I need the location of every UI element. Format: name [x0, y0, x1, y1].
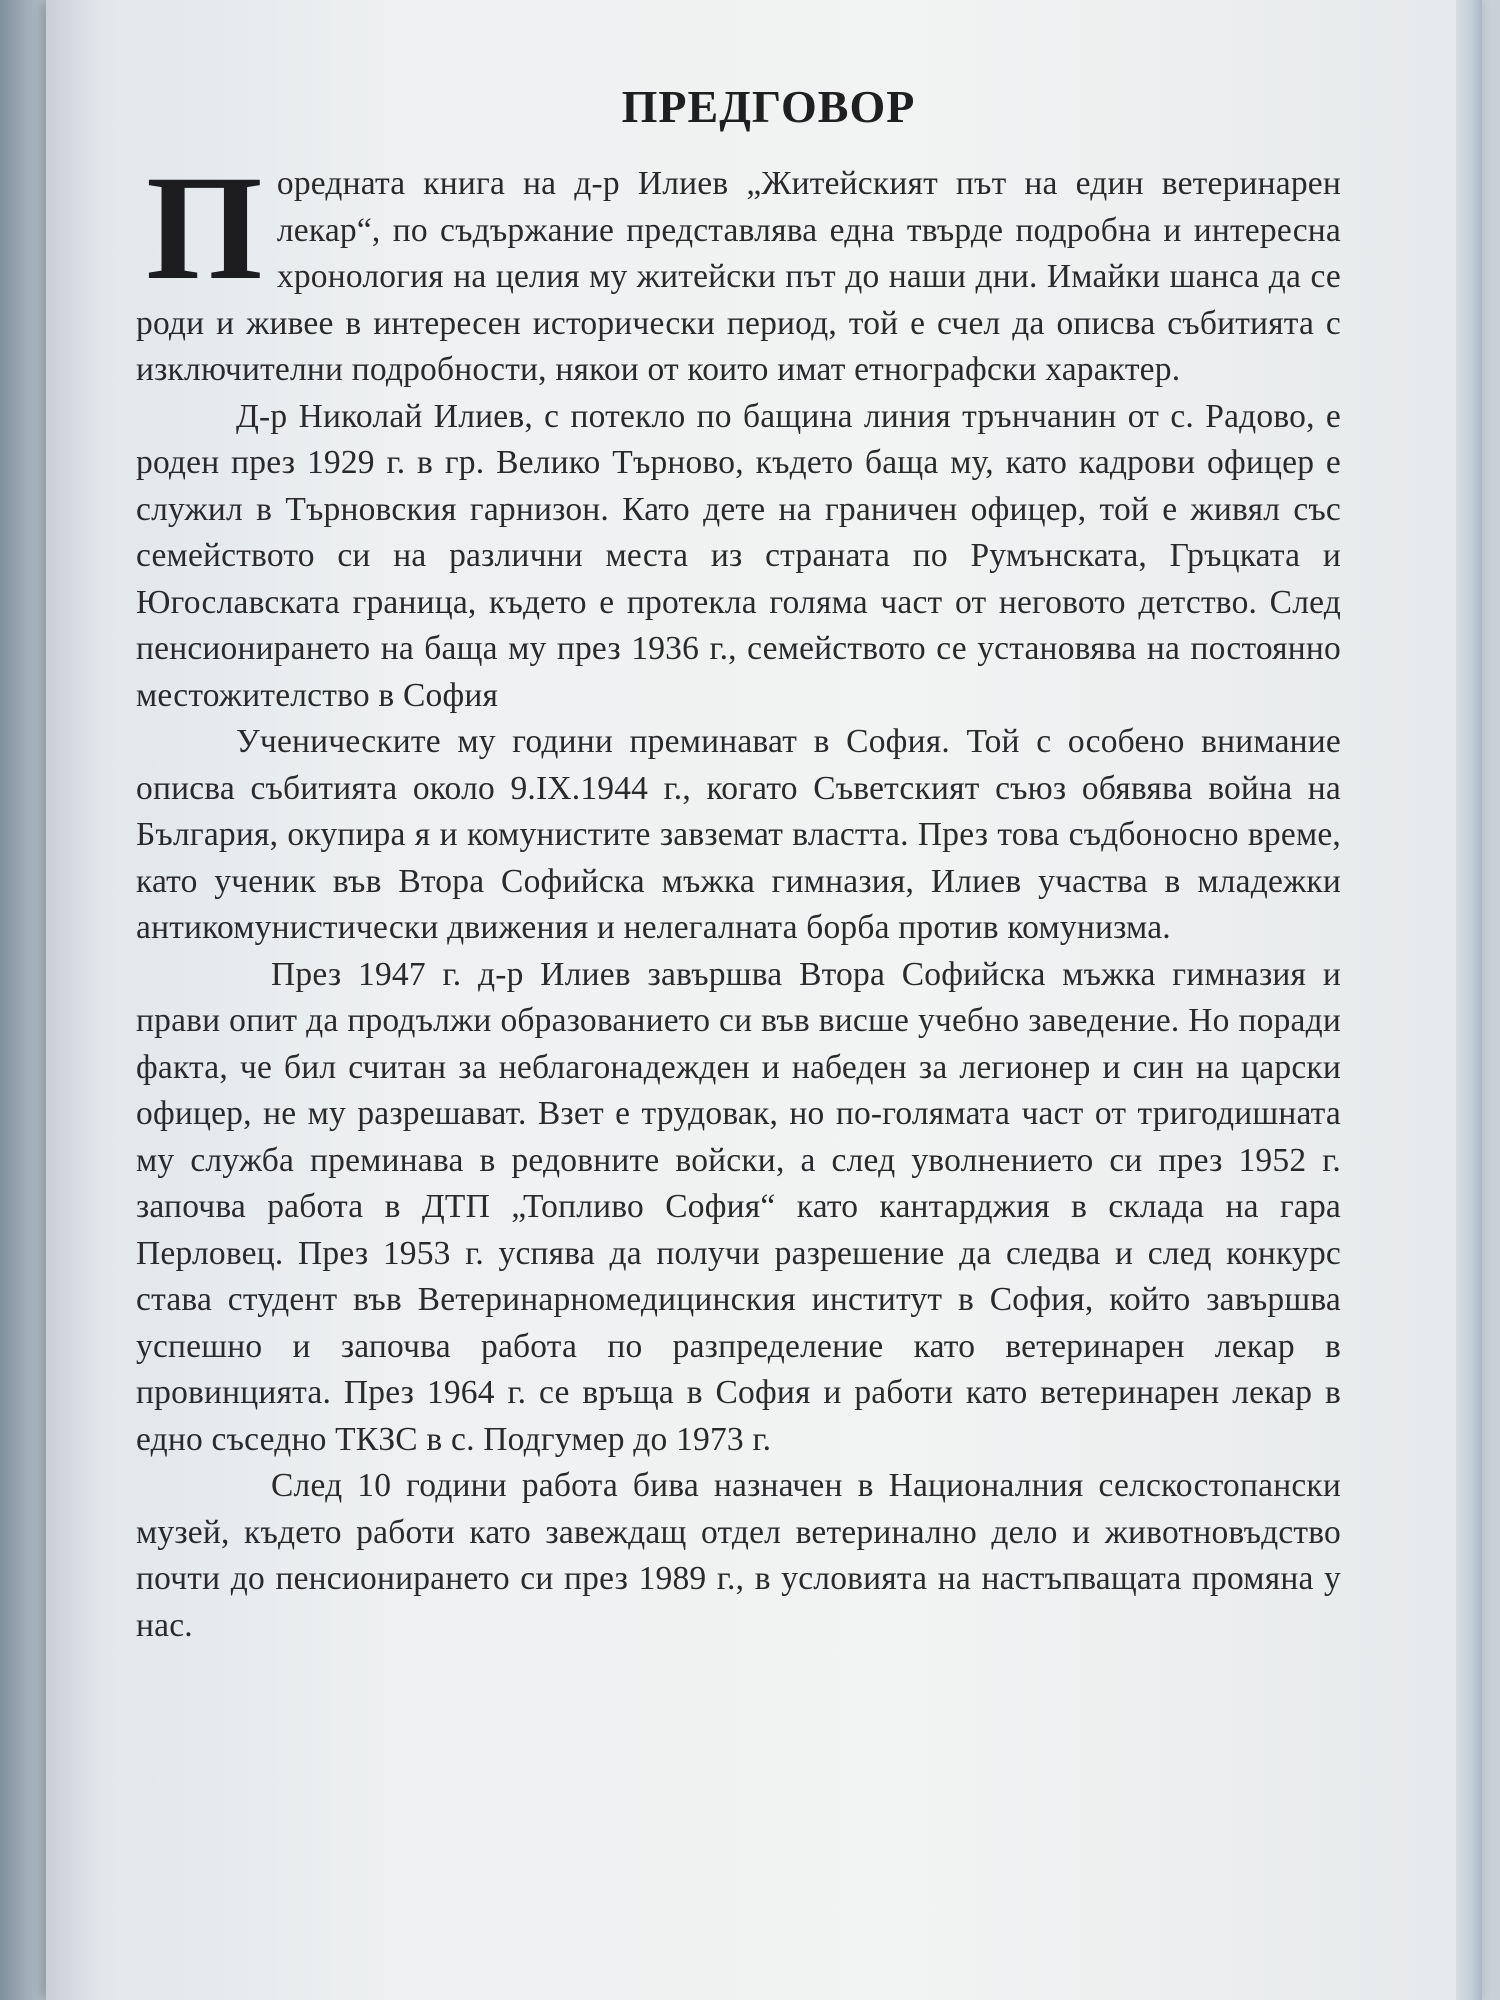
page-content [136, 80, 1341, 1649]
paragraph-1 [136, 145, 1341, 394]
paragraph-2: Д-р Николай Илиев, с потекло по бащина линия трънчанин от с. Радово, е роден през 1929 г. в гр. Велико Търново, където баща му, като кадрови офицер е служил в Търновския гарнизон. Като дете на граничен офицер, той е живял със семейството си на различни места из страната по Румънската, Гръцката и Югославската граница, където е протекла голяма част от неговото детство. След пенсионирането на баща му през 1936 г., семейството се установява на постоянно местожителство в София [136, 397, 1341, 714]
page-title: ПРЕДГОВОР [621, 81, 916, 132]
paragraph-5: След 10 години работа бива назначен в Националния селскостопански музей, където работи като завеждащ отдел ветеринално дело и животновъдство почти до пенсионирането си през 1989 г., в условията на настъпващата промяна у нас. [136, 1467, 1341, 1644]
paragraph-4: През 1947 г. д-р Илиев завършва Втора Софийска мъжка гимназия и прави опит да продължи образованието си във висше учебно заведение. Но поради факта, че бил считан за неблагонадежден и набеден за легионер и син на царски офицер, не му разрешават. Взет е трудовак, но по-голямата част от тригодишната му служба преминава в редовните войски, а след уволнението си през 1952 г. започва работа в ДТП „Топливо София“ като кантарджия в склада на гара Перловец. През 1953 г. успява да получи разрешение да следва и след конкурс става студент във Ветеринарномедицинския институт в София, който завършва успешно и започва работа по разпределение като ветеринарен лекар в провинцията. През 1964 г. се връща в София и работи като ветеринарен лекар в едно съседно ТКЗС в с. Подгумер до 1973 г. [136, 955, 1341, 1458]
book-page [46, 0, 1482, 2000]
dropcap-letter: П [146, 145, 263, 311]
paragraph-1-text: оредната книга на д-р Илиев „Житейският път на един ветеринарен лекар“, по съдържание представлява една твърде подробна и интересна хронология на целия му житейски път до наши дни. Имайки шанса да се роди и живее в интересен исторически период, той е счел да описва събитията с изключителни подробности, някои от които имат етнографски характер. [136, 165, 1341, 388]
page-edge [1456, 0, 1482, 2000]
paragraph-3: Ученическите му години преминават в София. Той с особено внимание описва събитията около 9.IX.1944 г., когато Съветският съюз обявява война на България, окупира я и комунистите завземат властта. През това съдбоносно време, като ученик във Втора Софийска мъжка гимназия, Илиев участва в младежки антикомунистически движения и нелегалната борба против комунизма. [136, 723, 1341, 946]
